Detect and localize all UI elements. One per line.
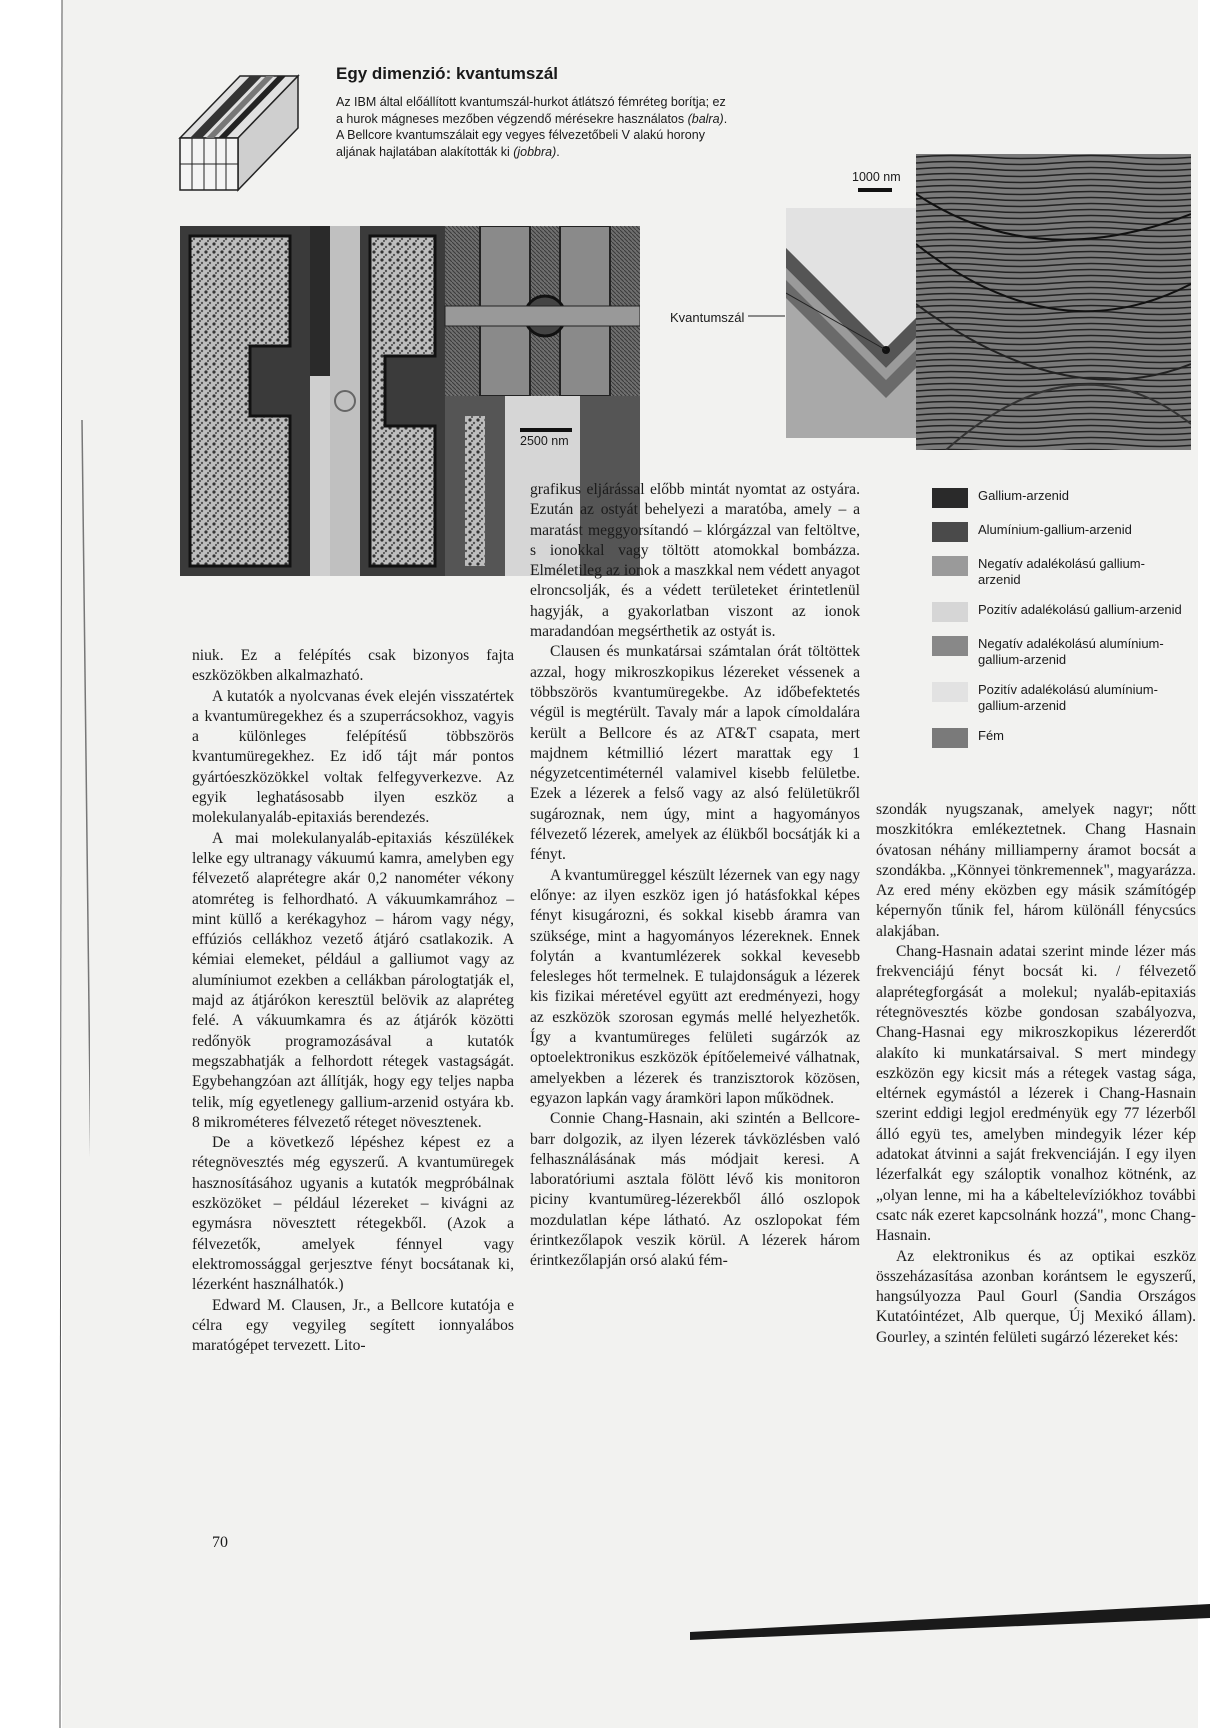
- quantum-wire-diagram: [170, 68, 300, 198]
- legend-swatch: [932, 636, 968, 656]
- legend-item: [932, 728, 1182, 748]
- legend-swatch: [932, 522, 968, 542]
- figure-caption: [336, 94, 736, 160]
- paragraph: Chang-Hasnain adatai szerint minde lézer más frekvenciájú fényt bocsát ki. / félvezető alaprétegforgását a molekul; nyaláb-epitaxiás rétegnövesztés közbe gondosan szabályozva, Chang-Hasnai egy mikroszkopikus lézererdőt alakíto ki munkatársaival. S mert mindegy eszközön egy kicsit más a rétegek vastag sága, eltérnek egymástól a lézerek i Chang-Hasnain szerint eddigi legjol eredményük egy 77 lézerből álló együ tes, amelyben mindegyik lézer kép adatokat átvinni a saját frekvenciáján. I egy ilyen lézerfalkát egy száloptik vonalhoz kötnénk, az „olyan lenne, mi ha a kábeltelevíziókhoz további csatc nák ezeret kapcsolnánk hozzá", monc Chang-Hasnain.: [876, 943, 1196, 1245]
- caption-segment: . A Bellcore kvantumszálait egy vegyes félvezetőbeli V alakú horony aljának hajlatában alakították ki: [336, 111, 728, 159]
- text-column-right: [876, 800, 1196, 1520]
- legend-swatch: [932, 556, 968, 576]
- paragraph: A kvantumüreggel készült lézernek van egy nagy előnye: az ilyen eszköz igen jó hatásfokkal képes fényt kisugározni, és sokkal kisebb áramra van szüksége, mint a hagyományos lézereknek. Ennek folytán a kvantumlézerek sokkal kevesebb felesleges hőt termelnek. E tulajdonságuk a lézerek kis fizikai méretével együtt azt eredményezi, hogy az eszközök szorosan egymás mellé helyezhetők. Így a kvantumüreges felületi sugárzók az optoelektronikus eszközök építőelemeivé válhatnak, amelyekben a lézerek és tranzisztorok közösen, egyazon lapkán vagy áramköri lapon működnek.: [530, 866, 860, 1107]
- paragraph: A kutatók a nyolcvanas évek elején visszatértek a kvantumüregekhez és a szuperrácsokhoz, vagyis a különleges felépítésű többszörös kvantumüregekhez. Ez idő tájt már pontos gyártóeszközökkel voltak felfegyverkezve. Az egyik leghatásosabb ilyen eszköz a molekulanyaláb-epitaxiás berendezés.: [192, 687, 514, 827]
- paragraph: niuk. Ez a felépítés csak bizonyos fajta eszközökben alkalmazható.: [192, 647, 514, 685]
- caption-segment: Az IBM által előállított kvantumszál-hurkot átlátszó fémréteg borítja; ez a hurok mágneses mezőben végzendő mérésekre használatos: [336, 95, 726, 126]
- figure-title: Egy dimenzió: kvantumszál: [336, 64, 558, 83]
- legend-item: [932, 488, 1182, 508]
- paragraph: Az elektronikus és az optikai eszköz összeházasítása azonban korántsem le egyszerű, hangsúlyozza Paul Gourl (Sandia Országos Kutatóintézet, Alb querque, Új Mexikó állam). Gourley, a szintén felületi sugárzó lézereket kés:: [876, 1247, 1196, 1346]
- binding-edge: [0, 0, 90, 1728]
- caption-italic: (jobbra): [513, 144, 557, 159]
- legend-label: Negatív adalékolású alumínium-gallium-arzenid: [978, 636, 1164, 667]
- legend-label: Pozitív adalékolású gallium-arzenid: [978, 602, 1182, 617]
- figure-legend: [932, 488, 1182, 762]
- legend-label: Negatív adalékolású gallium-arzenid: [978, 556, 1145, 587]
- paragraph: Clausen és munkatársai számtalan órát töltöttek azzal, hogy mikroszkopikus lézereket véssenek a többszörös kvantumüregekbe. Az időbefektetés végül is megtérült. Tavaly már a lapok címoldalára került a Bellcore és az AT&T csapata, mert majdnem kétmillió lézert marattak egy 1 négyzetcentiméternél valamivel kisebb felületbe. Ezek a lézerek a felső vagy az alsó felületükről sugároznak, nem úgy, mint a hagyományos félvezető lézerek, amelyek az élükből bocsátják ki a fényt.: [530, 643, 860, 864]
- paragraph: Connie Chang-Hasnain, aki szintén a Bellcore-barr dolgozik, az ilyen lézerek távközlésben való felhasználásának más módjait keresi. A laboratóriumi asztala fölött lévő kis monitoron piciny kvantumüreg-lézerekből álló oszlopok mozdulatlan képe látható. Az oszlopokat fém érintkezőlapok veszik körül. A lézerek három érintkezőlapján orsó alakú fém-: [530, 1110, 860, 1270]
- scan-artifact: [690, 1602, 1210, 1642]
- legend-label: Pozitív adalékolású alumínium-gallium-arzenid: [978, 682, 1158, 713]
- page-number: 70: [212, 1534, 228, 1551]
- bellcore-micrograph: [916, 154, 1191, 450]
- caption-italic: (balra): [687, 111, 724, 126]
- legend-swatch: [932, 682, 968, 702]
- paragraph: De a következő lépéshez képest ez a rétegnövesztés még egyszerű. A kvantumüregek hasznosításához ugyanis a kutatók megpróbálnak eszközöket – például lézereket – kivágni az egymásra növesztett rétegekből. (Azok a félvezetők, amelyek fénnyel vagy elektromossággal gerjesztve fényt bocsátanak ki, lézerként használhatók.): [192, 1134, 514, 1294]
- legend-item: [932, 636, 1182, 668]
- paragraph: Edward M. Clausen, Jr., a Bellcore kutatója e célra egy vegyileg segített ionnyalábos maratógépet tervezett. Lito-: [192, 1296, 514, 1355]
- legend-item: [932, 522, 1182, 542]
- text-column-middle: [530, 480, 860, 1272]
- scale-bar-right: 1000 nm: [852, 170, 901, 192]
- legend-item: [932, 556, 1182, 588]
- legend-label: Alumínium-gallium-arzenid: [978, 522, 1132, 537]
- caption-segment: .: [556, 144, 560, 159]
- legend-item: [932, 602, 1182, 622]
- paragraph: A mai molekulanyaláb-epitaxiás készülékek lelke egy ultranagy vákuumú kamra, amelyben egy félvezető alaprétegre akár 0,2 nanométer vékony atomréteg is felhordható. A vákuumkamrához – mint küllő a kerékagyhoz – három vagy négy, effúziós cellákhoz vezető átjáró csatlakozik. A kémiai elemeket, például a galliumot vagy az alumíniumot ezekben a cellákban párologtatják el, majd az átjárókon keresztül belövik az alapréteg felé. A vákuumkamra és az átjárók közötti redőnyök programozásával a kutatók megszabhatják a felhordott rétegek vastagságát. Egybehangzóan azt állítják, hogy egy teljes napba telik, míg egyetlenegy gallium-arzenid ostyára kb. 8 mikrométeres félvezető réteget növesztenek.: [192, 829, 514, 1131]
- text-column-left: [192, 646, 514, 1356]
- legend-swatch: [932, 728, 968, 748]
- legend-label: Fém: [978, 728, 1004, 743]
- legend-label: Gallium-arzenid: [978, 488, 1070, 503]
- legend-swatch: [932, 488, 968, 508]
- paragraph: szondák nyugszanak, amelyek nagyr; nőtt moszkitókra emlékeztetnek. Chang Hasnain óvatosan néhány milliamperny áramot bocsát a szondákba. „Könnyei tönkremennek", magyarázza. Az ered mény eközben egy másik számítógép képernyőn tűnik fel, három különáll fénycsúcs alakjában.: [876, 801, 1196, 940]
- paragraph: grafikus eljárással előbb mintát nyomtat az ostyára. Ezután az ostyát behelyezi a maratóba, amely – a maratást meggyorsítandó – klórgázzal van feltöltve, s ionokkal vagy töltött atomokkal bombázza. Elméletileg az ionok a maszkkal nem védett anyagot elroncsolják, és a védett területeket érintetlenül hagyják, a gyakorlatban viszont az ionok maradandóan megsérthetik az ostyát is.: [530, 481, 860, 641]
- legend-item: [932, 682, 1182, 714]
- legend-swatch: [932, 602, 968, 622]
- label-quantum-wire: Kvantumszál: [666, 310, 748, 325]
- scale-bar-left: 2500 nm: [520, 428, 572, 448]
